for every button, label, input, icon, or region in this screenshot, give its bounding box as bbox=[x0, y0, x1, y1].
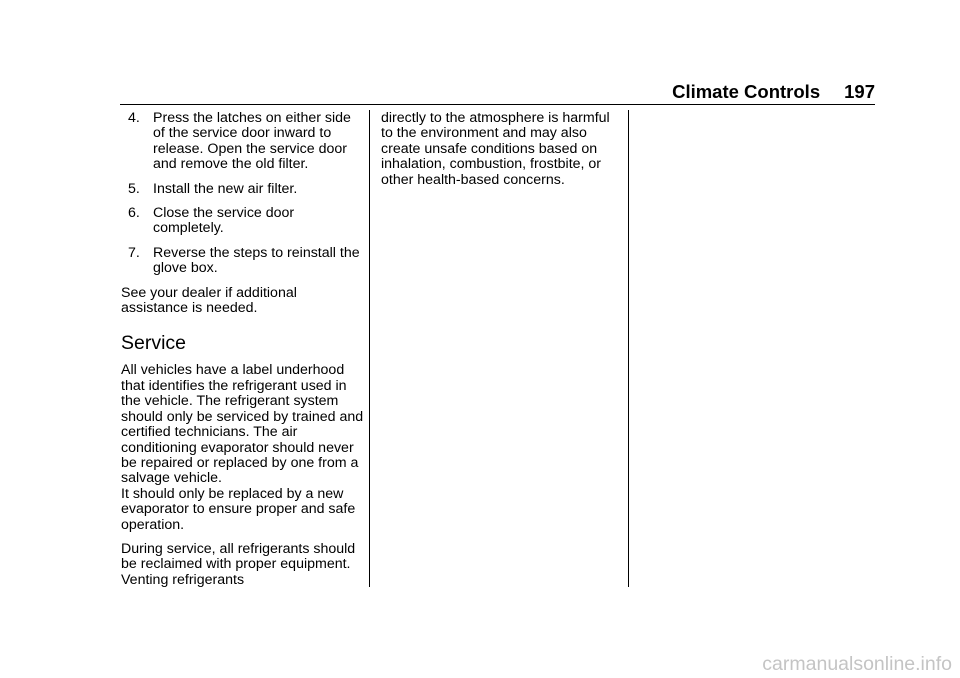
watermark: carmanualsonline.info bbox=[762, 653, 952, 675]
column-divider-left bbox=[369, 110, 370, 587]
page-header bbox=[600, 81, 875, 105]
continued-paragraph: directly to the atmosphere is harmful to the environment and may also create unsafe conditions based on inhalation, combustion, frostbite, or other health-based concerns. bbox=[381, 110, 610, 188]
list-item bbox=[121, 111, 366, 173]
step-text: Reverse the steps to reinstall the glove box. bbox=[153, 244, 360, 277]
service-paragraph-continued: It should only be replaced by a new evaporator to ensure proper and safe operation. bbox=[121, 485, 356, 533]
dealer-note: See your dealer if additional assistance is needed. bbox=[121, 284, 297, 317]
column-divider-right bbox=[628, 110, 629, 587]
header-rule bbox=[120, 104, 875, 105]
section-title: Climate Controls bbox=[672, 81, 821, 102]
list-item bbox=[121, 206, 366, 237]
step-text: Press the latches on either side of the service door inward to release. Open the service door and remove the old filter. bbox=[153, 110, 351, 173]
service-paragraph-refrigerants: During service, all refrigerants should be reclaimed with proper equipment. Venting refrigerants bbox=[121, 540, 356, 588]
step-text: Close the service door completely. bbox=[153, 205, 295, 237]
steps-list bbox=[121, 111, 366, 277]
step-text: Install the new air filter. bbox=[153, 180, 298, 197]
page-number: 197 bbox=[844, 81, 875, 102]
step-number: 5. bbox=[128, 180, 140, 197]
step-number: 7. bbox=[128, 244, 140, 261]
service-paragraph: All vehicles have a label underhood that identifies the refrigerant used in the vehicle. The refrigerant system should only be serviced by trained and certified technicians. The air conditioning evaporator should never be repaired or replaced by one from a salvage vehicle. bbox=[121, 362, 364, 487]
list-item bbox=[121, 182, 366, 197]
section-heading-service: Service bbox=[121, 332, 187, 355]
list-item bbox=[121, 246, 366, 277]
text-column-1 bbox=[121, 111, 366, 597]
step-number: 4. bbox=[128, 110, 140, 126]
text-column-2 bbox=[381, 111, 625, 197]
step-number: 6. bbox=[128, 205, 140, 222]
